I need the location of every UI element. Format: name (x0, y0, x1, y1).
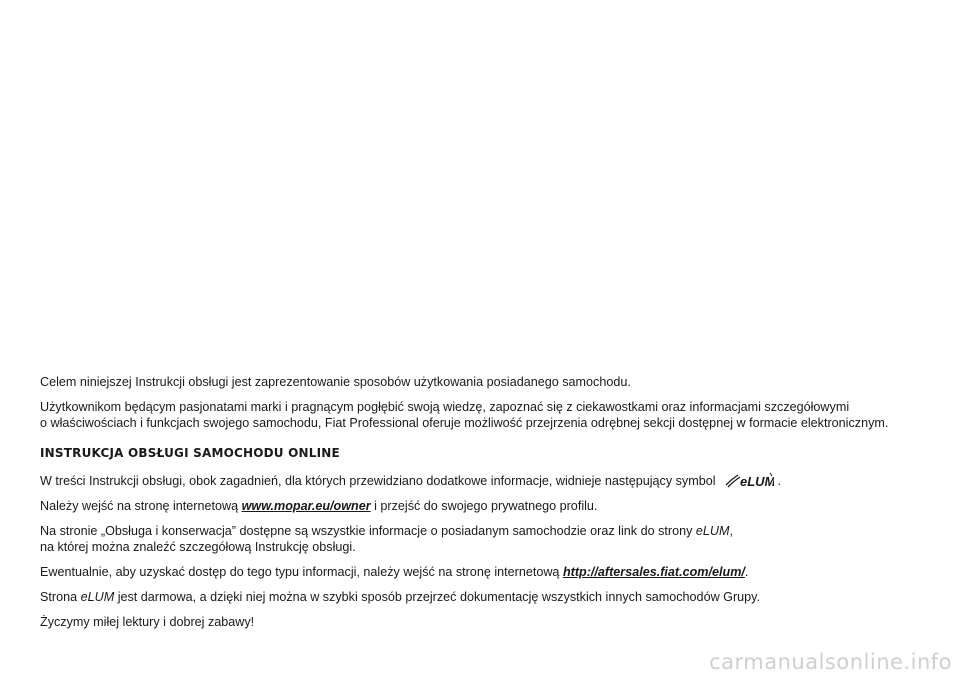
service-line-2: na której można znaleźć szczegółową Instrukcję obsługi. (40, 540, 356, 554)
elum-free-text-after: jest darmowa, a dzięki niej można w szybki sposób przejrzeć dokumentację wszystkich innych samochodów Grupy. (114, 590, 761, 604)
aftersales-text-before: Ewentualnie, aby uzyskać dostęp do tego typu informacji, należy wejść na stronę internetową (40, 565, 563, 579)
elum-free-text-before: Strona (40, 590, 81, 604)
elum-symbol-icon (724, 471, 774, 489)
elum-term: eLUM (80, 590, 115, 604)
aftersales-paragraph (40, 564, 940, 580)
aftersales-elum-link[interactable]: http://aftersales.fiat.com/elum/ (562, 565, 745, 579)
closing-paragraph: Życzymy miłej lektury i dobrej zabawy! (40, 615, 255, 629)
service-text: Na stronie „Obsługa i konserwacja” dostępne są wszystkie informacje o posiadanym samochodzie oraz link do strony (40, 524, 696, 538)
manual-page-body (40, 374, 940, 639)
site-watermark: carmanualsonline.info (709, 650, 952, 674)
elum-free-paragraph (40, 589, 940, 605)
owners-line-1: Użytkownikom będącym pasjonatami marki i pragnącym pogłębić swoją wiedzę, zapoznać się z ciekawostkami oraz informacjami szczegółowymi (40, 400, 850, 414)
owners-line-2: o właściwościach i funkcjach swojego samochodu, Fiat Professional oferuje możliwość przejrzenia odrębnej sekcji dostępnej w formacie elektronicznym. (40, 416, 889, 430)
mopar-text-after: i przejść do swojego prywatnego profilu. (370, 499, 598, 513)
symbol-paragraph (40, 471, 940, 489)
service-paragraph (40, 523, 940, 555)
owners-paragraph (40, 399, 940, 431)
mopar-paragraph (40, 498, 940, 514)
symbol-paragraph-end: . (777, 474, 781, 488)
elum-term: eLUM (695, 524, 730, 538)
service-comma: , (729, 524, 733, 538)
mopar-owner-link[interactable]: www.mopar.eu/owner (241, 499, 371, 513)
intro-paragraph: Celem niniejszej Instrukcji obsługi jest zaprezentowanie sposobów użytkowania posiadanego samochodu. (40, 375, 631, 389)
aftersales-text-after: . (744, 565, 749, 579)
symbol-paragraph-text: W treści Instrukcji obsługi, obok zagadnień, dla których przewidziano dodatkowe informacje, widnieje następujący symbol (40, 474, 716, 488)
section-heading: INSTRUKCJA OBSŁUGI SAMOCHODU ONLINE (40, 446, 340, 460)
svg-text:eLUM: eLUM (739, 474, 774, 489)
mopar-text-before: Należy wejść na stronę internetową (40, 499, 242, 513)
